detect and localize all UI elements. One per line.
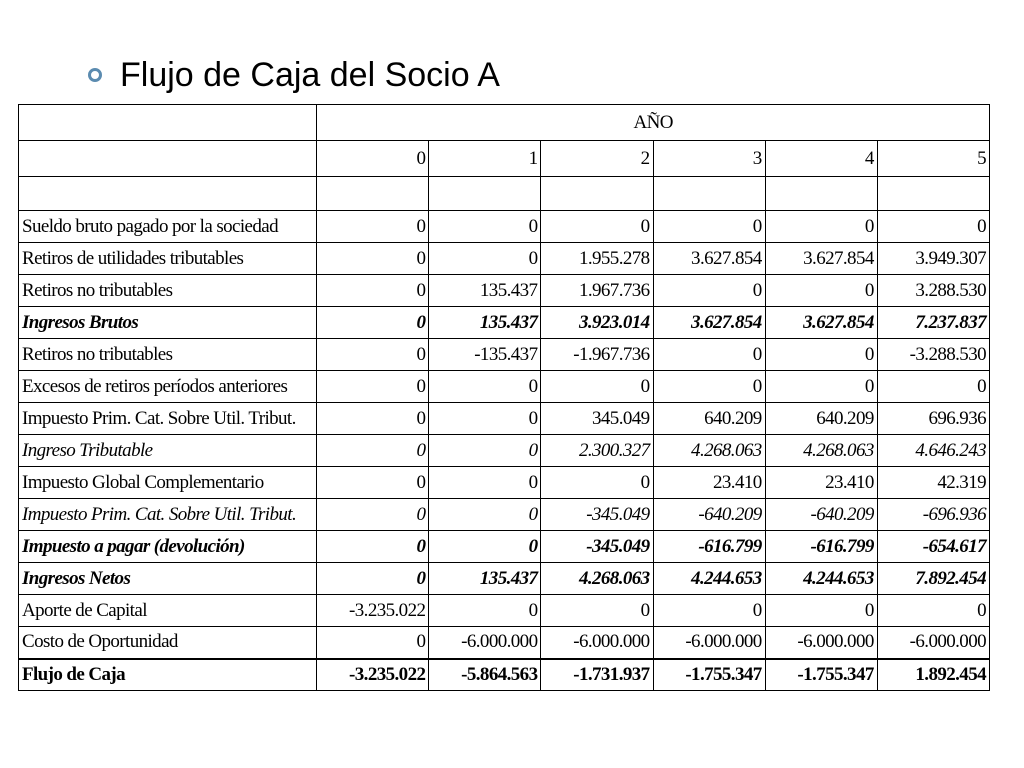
row-label: Ingresos Brutos bbox=[19, 307, 317, 339]
value-cell: 4.646.243 bbox=[877, 435, 989, 467]
value-cell: 0 bbox=[877, 211, 989, 243]
value-cell: -6.000.000 bbox=[429, 627, 541, 659]
value-cell: -6.000.000 bbox=[877, 627, 989, 659]
value-cell: 4.244.653 bbox=[765, 563, 877, 595]
empty-cell bbox=[541, 177, 653, 211]
table-row bbox=[19, 531, 990, 563]
value-cell: 0 bbox=[429, 467, 541, 499]
value-cell: -640.209 bbox=[653, 499, 765, 531]
row-label: Impuesto a pagar (devolución) bbox=[19, 531, 317, 563]
value-cell: 23.410 bbox=[765, 467, 877, 499]
value-cell: 640.209 bbox=[653, 403, 765, 435]
value-cell: -3.288.530 bbox=[877, 339, 989, 371]
value-cell: 0 bbox=[653, 595, 765, 627]
value-cell: 4.268.063 bbox=[541, 563, 653, 595]
table-row bbox=[19, 627, 990, 659]
value-cell: 0 bbox=[877, 595, 989, 627]
value-cell: 0 bbox=[541, 595, 653, 627]
value-cell: -3.235.022 bbox=[317, 595, 429, 627]
value-cell: -1.755.347 bbox=[765, 659, 877, 691]
row-label: Ingreso Tributable bbox=[19, 435, 317, 467]
value-cell: 42.319 bbox=[877, 467, 989, 499]
value-cell: 0 bbox=[765, 211, 877, 243]
value-cell: -1.967.736 bbox=[541, 339, 653, 371]
table-row bbox=[19, 403, 990, 435]
value-cell: 0 bbox=[317, 211, 429, 243]
value-cell: 0 bbox=[317, 467, 429, 499]
value-cell: 7.237.837 bbox=[877, 307, 989, 339]
year-numbers-row bbox=[19, 141, 990, 177]
row-label: Excesos de retiros períodos anteriores bbox=[19, 371, 317, 403]
value-cell: 0 bbox=[317, 243, 429, 275]
table-row bbox=[19, 371, 990, 403]
empty-cell bbox=[765, 177, 877, 211]
row-label: Impuesto Global Complementario bbox=[19, 467, 317, 499]
value-cell: 3.949.307 bbox=[877, 243, 989, 275]
row-label: Impuesto Prim. Cat. Sobre Util. Tribut. bbox=[19, 403, 317, 435]
value-cell: -616.799 bbox=[653, 531, 765, 563]
value-cell: 2.300.327 bbox=[541, 435, 653, 467]
table-row bbox=[19, 339, 990, 371]
value-cell: -5.864.563 bbox=[429, 659, 541, 691]
value-cell: 4.268.063 bbox=[653, 435, 765, 467]
value-cell: 0 bbox=[429, 531, 541, 563]
row-label: Retiros no tributables bbox=[19, 275, 317, 307]
value-cell: -654.617 bbox=[877, 531, 989, 563]
value-cell: 0 bbox=[765, 595, 877, 627]
value-cell: 4.244.653 bbox=[653, 563, 765, 595]
row-label: Sueldo bruto pagado por la sociedad bbox=[19, 211, 317, 243]
row-label: Costo de Oportunidad bbox=[19, 627, 317, 659]
value-cell: 0 bbox=[541, 371, 653, 403]
value-cell: 0 bbox=[429, 371, 541, 403]
spacer-row bbox=[19, 177, 990, 211]
year-cell: 1 bbox=[429, 141, 541, 177]
value-cell: 0 bbox=[429, 243, 541, 275]
value-cell: 0 bbox=[317, 435, 429, 467]
value-cell: 23.410 bbox=[653, 467, 765, 499]
value-cell: -3.235.022 bbox=[317, 659, 429, 691]
value-cell: 0 bbox=[429, 499, 541, 531]
value-cell: 0 bbox=[317, 499, 429, 531]
value-cell: 0 bbox=[429, 595, 541, 627]
row-label: Flujo de Caja bbox=[19, 659, 317, 691]
header-corner-cell bbox=[19, 105, 317, 141]
year-cell: 5 bbox=[877, 141, 989, 177]
value-cell: 0 bbox=[877, 371, 989, 403]
value-cell: -616.799 bbox=[765, 531, 877, 563]
value-cell: 0 bbox=[765, 371, 877, 403]
value-cell: 0 bbox=[653, 339, 765, 371]
row-label: Aporte de Capital bbox=[19, 595, 317, 627]
table-row bbox=[19, 243, 990, 275]
value-cell: -6.000.000 bbox=[765, 627, 877, 659]
value-cell: 640.209 bbox=[765, 403, 877, 435]
value-cell: 0 bbox=[541, 211, 653, 243]
value-cell: 0 bbox=[541, 467, 653, 499]
value-cell: 135.437 bbox=[429, 275, 541, 307]
value-cell: 0 bbox=[429, 403, 541, 435]
year-cell: 4 bbox=[765, 141, 877, 177]
row-label: Retiros no tributables bbox=[19, 339, 317, 371]
empty-cell bbox=[653, 177, 765, 211]
value-cell: 345.049 bbox=[541, 403, 653, 435]
value-cell: -6.000.000 bbox=[541, 627, 653, 659]
table-row bbox=[19, 563, 990, 595]
slide-title: Flujo de Caja del Socio A bbox=[120, 55, 500, 94]
value-cell: 3.923.014 bbox=[541, 307, 653, 339]
table-row bbox=[19, 275, 990, 307]
value-cell: 0 bbox=[765, 275, 877, 307]
circle-bullet-icon bbox=[88, 68, 102, 82]
header-corner-cell bbox=[19, 141, 317, 177]
value-cell: 0 bbox=[317, 627, 429, 659]
value-cell: 0 bbox=[765, 339, 877, 371]
value-cell: 0 bbox=[429, 435, 541, 467]
year-header: AÑO bbox=[317, 105, 990, 141]
value-cell: 1.955.278 bbox=[541, 243, 653, 275]
value-cell: 0 bbox=[317, 403, 429, 435]
value-cell: -1.755.347 bbox=[653, 659, 765, 691]
value-cell: 0 bbox=[653, 211, 765, 243]
table-row bbox=[19, 467, 990, 499]
value-cell: -6.000.000 bbox=[653, 627, 765, 659]
value-cell: 7.892.454 bbox=[877, 563, 989, 595]
value-cell: 696.936 bbox=[877, 403, 989, 435]
value-cell: 135.437 bbox=[429, 307, 541, 339]
value-cell: 0 bbox=[653, 275, 765, 307]
value-cell: 0 bbox=[317, 531, 429, 563]
row-label: Impuesto Prim. Cat. Sobre Util. Tribut. bbox=[19, 499, 317, 531]
empty-cell bbox=[19, 177, 317, 211]
value-cell: 0 bbox=[317, 339, 429, 371]
empty-cell bbox=[877, 177, 989, 211]
value-cell: -135.437 bbox=[429, 339, 541, 371]
value-cell: -345.049 bbox=[541, 531, 653, 563]
table-row bbox=[19, 307, 990, 339]
year-cell: 3 bbox=[653, 141, 765, 177]
value-cell: 0 bbox=[317, 275, 429, 307]
value-cell: 1.967.736 bbox=[541, 275, 653, 307]
year-cell: 0 bbox=[317, 141, 429, 177]
empty-cell bbox=[429, 177, 541, 211]
year-cell: 2 bbox=[541, 141, 653, 177]
value-cell: 0 bbox=[429, 211, 541, 243]
value-cell: 3.627.854 bbox=[653, 243, 765, 275]
value-cell: 3.288.530 bbox=[877, 275, 989, 307]
year-header-row bbox=[19, 105, 990, 141]
value-cell: -696.936 bbox=[877, 499, 989, 531]
table-row bbox=[19, 659, 990, 691]
cash-flow-table bbox=[18, 104, 990, 691]
value-cell: 0 bbox=[317, 563, 429, 595]
row-label: Ingresos Netos bbox=[19, 563, 317, 595]
value-cell: 4.268.063 bbox=[765, 435, 877, 467]
empty-cell bbox=[317, 177, 429, 211]
table-row bbox=[19, 499, 990, 531]
row-label: Retiros de utilidades tributables bbox=[19, 243, 317, 275]
value-cell: 135.437 bbox=[429, 563, 541, 595]
value-cell: 0 bbox=[653, 371, 765, 403]
value-cell: 3.627.854 bbox=[765, 307, 877, 339]
table-row bbox=[19, 211, 990, 243]
value-cell: -345.049 bbox=[541, 499, 653, 531]
value-cell: -1.731.937 bbox=[541, 659, 653, 691]
value-cell: -640.209 bbox=[765, 499, 877, 531]
value-cell: 3.627.854 bbox=[765, 243, 877, 275]
value-cell: 3.627.854 bbox=[653, 307, 765, 339]
value-cell: 0 bbox=[317, 307, 429, 339]
value-cell: 0 bbox=[317, 371, 429, 403]
slide-title-container bbox=[88, 50, 500, 100]
table-row bbox=[19, 435, 990, 467]
table-row bbox=[19, 595, 990, 627]
value-cell: 1.892.454 bbox=[877, 659, 989, 691]
